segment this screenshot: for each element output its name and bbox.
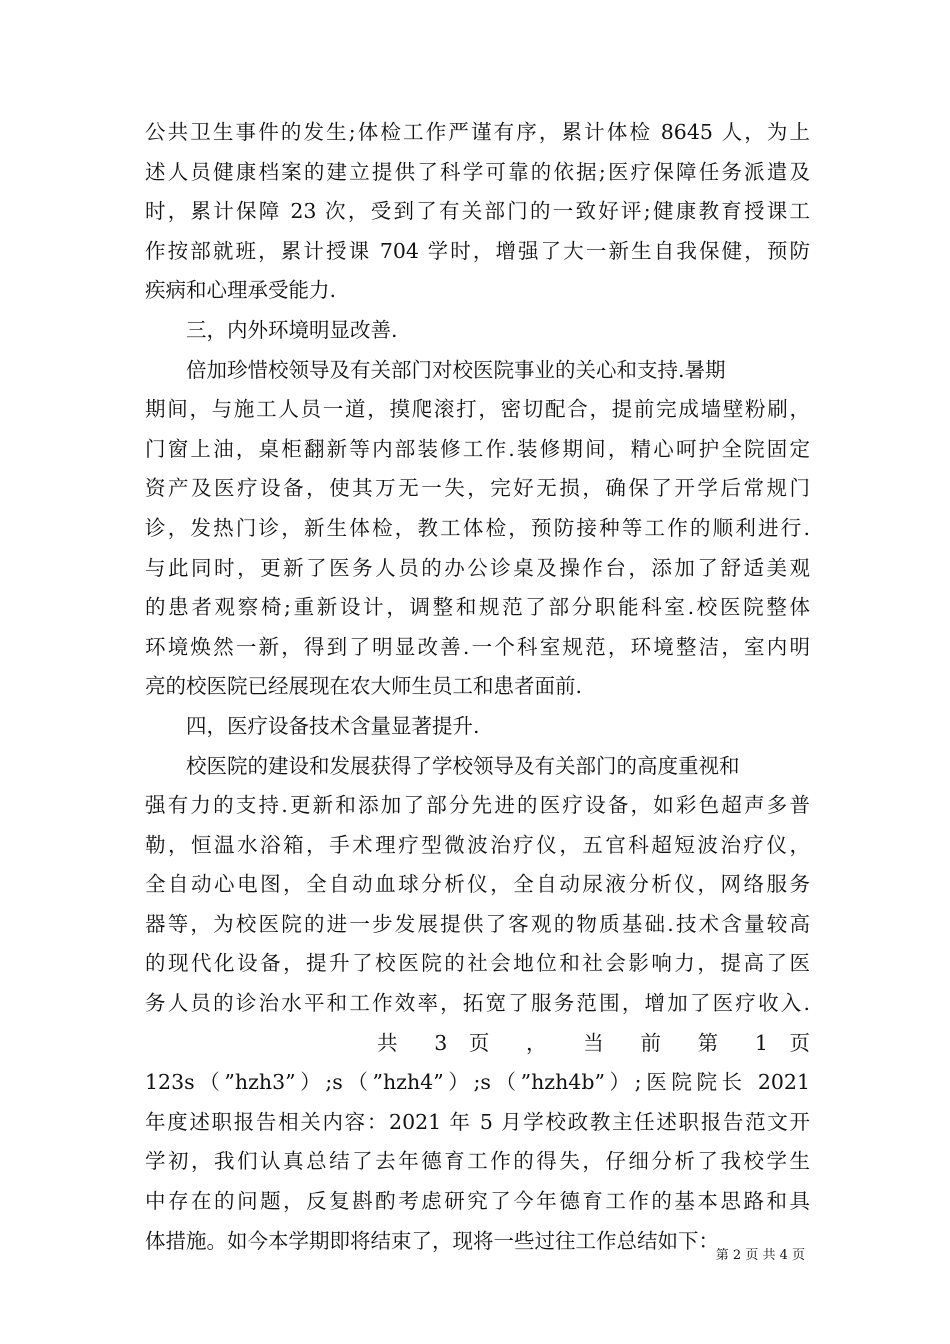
- text-line: 强有力的支持.更新和添加了部分先进的医疗设备，如彩色超声多普: [145, 793, 810, 818]
- page-footer: 第 2 页 共 4 页: [715, 1248, 805, 1263]
- section-heading: 四，医疗设备技术含量显著提升.: [186, 713, 480, 738]
- text-line: 疾病和心理承受能力.: [145, 278, 337, 303]
- text-line: 体措施。如今本学期即将结束了，现将一些过往工作总结如下：: [145, 1228, 719, 1253]
- text-line: 门窗上油，桌柜翻新等内部装修工作.装修期间，精心呵护全院固定: [145, 436, 810, 461]
- text-line: 务人员的诊治水平和工作效率，拓宽了服务范围，增加了医疗收入.: [145, 991, 810, 1016]
- text-line: 亮的校医院已经展现在农大师生员工和患者面前.: [145, 674, 583, 699]
- text-line: 学初，我们认真总结了去年德育工作的得失，仔细分析了我校学生: [145, 1149, 810, 1174]
- text-line: 公共卫生事件的发生;体检工作严谨有序，累计体检 8645 人，为上: [145, 120, 810, 144]
- text-line: 的患者观察椅;重新设计，调整和规范了部分职能科室.校医院整体: [145, 595, 810, 620]
- text-line: 述人员健康档案的建立提供了科学可靠的依据;医疗保障任务派遣及: [145, 159, 810, 184]
- text-line: 全自动心电图，全自动血球分析仪，全自动尿液分析仪，网络服务: [145, 872, 810, 897]
- text-line: 器等，为校医院的进一步发展提供了客观的物质基础.技术含量较高: [145, 911, 810, 936]
- text-line: 与此同时，更新了医务人员的办公诊桌及操作台，添加了舒适美观: [145, 555, 810, 580]
- page-count-line: 共 3 页 ， 当 前 第 1 页: [377, 1030, 810, 1055]
- text-line: 校医院的建设和发展获得了学校领导及有关部门的高度重视和: [186, 753, 740, 778]
- section-heading: 三，内外环境明显改善.: [186, 317, 398, 342]
- body-text: [145, 113, 810, 1261]
- text-line: 资产及医疗设备，使其万无一失，完好无损，确保了开学后常规门: [145, 476, 810, 501]
- text-line: 时，累计保障 23 次，受到了有关部门的一致好评;健康教育授课工: [145, 199, 810, 224]
- text-line: 的现代化设备，提升了校医院的社会地位和社会影响力，提高了医: [145, 951, 810, 976]
- text-line: 倍加珍惜校领导及有关部门对校医院事业的关心和支持.暑期: [186, 357, 726, 382]
- text-line: 123s（”hzh3”）;s（”hzh4”）;s（”hzh4b”）;医院院长 2021: [145, 1070, 810, 1095]
- text-line: 诊，发热门诊，新生体检，教工体检，预防接种等工作的顺利进行.: [145, 515, 810, 540]
- text-line: 环境焕然一新，得到了明显改善.一个科室规范，环境整洁，室内明: [145, 634, 810, 659]
- text-line: 期间，与施工人员一道，摸爬滚打，密切配合，提前完成墙壁粉刷，: [145, 397, 810, 422]
- text-line: 作按部就班，累计授课 704 学时，增强了大一新生自我保健，预防: [145, 238, 810, 263]
- text-line: 年度述职报告相关内容：2021 年 5 月学校政教主任述职报告范文开: [145, 1109, 810, 1134]
- text-line: 中存在的问题，反复斟酌考虑研究了今年德育工作的基本思路和具: [145, 1189, 810, 1214]
- text-line: 勒，恒温水浴箱，手术理疗型微波治疗仪，五官科超短波治疗仪，: [145, 832, 810, 857]
